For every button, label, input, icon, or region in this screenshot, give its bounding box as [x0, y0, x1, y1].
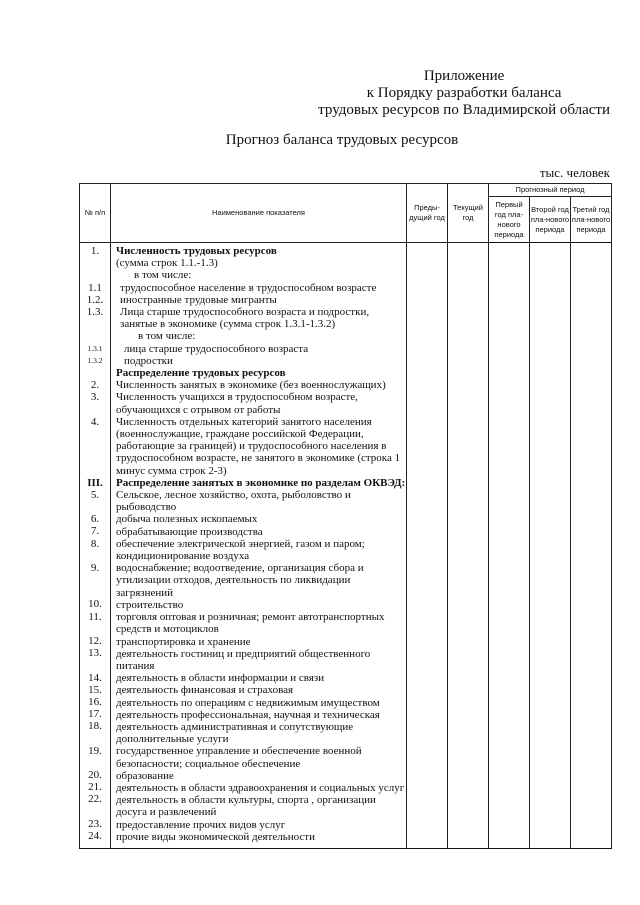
indicator-name: Распределение занятых в экономике по разделам ОКВЭД: — [116, 476, 406, 489]
row-number: III. — [87, 476, 103, 489]
labor-balance-table — [79, 183, 612, 849]
indicator-name: обучающихся с отрывом от работы — [116, 403, 281, 416]
row-numbers-column — [80, 243, 111, 849]
row-number — [80, 257, 110, 269]
indicator-name: транспортировка и хранение — [116, 635, 251, 648]
appendix-line: Приложение — [423, 68, 505, 84]
row-number — [80, 501, 110, 513]
col-header-prev-year: Преды-дущий год — [407, 184, 448, 243]
row-number: 23. — [88, 817, 102, 830]
indicator-name: деятельность по операциям с недвижимым имуществом — [116, 696, 380, 709]
indicator-name: Численность трудовых ресурсов — [116, 245, 277, 257]
row-number — [80, 269, 110, 281]
row-number: 12. — [88, 635, 102, 647]
indicator-name: деятельность финансовая и страховая — [116, 684, 294, 697]
indicator-name: Численность занятых в экономике (без военнослужащих) — [116, 379, 386, 392]
appendix-line: к Порядку разработки баланса — [366, 85, 562, 101]
row-number — [80, 403, 110, 415]
units-label: тыс. человек — [539, 165, 610, 180]
row-number: 22. — [88, 793, 102, 806]
row-number — [80, 440, 110, 452]
indicator-name: деятельность в области культуры, спорта , организации — [116, 794, 376, 807]
current-year-values[interactable] — [448, 243, 489, 849]
forecast-1-values[interactable] — [489, 243, 530, 849]
row-number: 13. — [88, 647, 102, 660]
indicator-name: в том числе: — [138, 330, 196, 343]
indicator-name: трудоспособное население в трудоспособном возрасте — [120, 281, 377, 294]
indicator-name: водоснабжение; водоотведение, организация сбора и — [116, 562, 364, 575]
page-title — [0, 132, 640, 149]
row-number: 10. — [88, 598, 102, 611]
indicator-name: обрабатывающие производства — [116, 525, 263, 538]
indicator-name: деятельность профессиональная, научная и техническая — [116, 708, 380, 721]
page-title-text: Прогноз баланса трудовых ресурсов — [225, 132, 459, 148]
row-number: 19. — [88, 744, 102, 757]
col-header-forecast-group: Прогнозный период — [489, 184, 612, 197]
indicator-name: Лица старше трудоспособного возраста и подростки, — [120, 306, 370, 319]
row-number: 3. — [90, 391, 100, 404]
row-number — [80, 367, 110, 379]
row-number: 1.2. — [86, 293, 104, 306]
indicator-names-column — [111, 243, 407, 849]
indicator-name: Сельское, лесное хозяйство, охота, рыболовство и — [116, 489, 351, 502]
row-number: 1.1 — [88, 281, 102, 294]
indicator-name: деятельность гостиниц и предприятий общественного — [116, 647, 371, 660]
indicator-name: предоставление прочих видов услуг — [116, 818, 286, 831]
indicator-name: безопасности; социальное обеспечение — [116, 757, 301, 770]
indicator-name: деятельность административная и сопутствующие — [116, 720, 354, 733]
row-number: 14. — [88, 671, 102, 684]
forecast-3-values[interactable] — [571, 243, 612, 849]
indicator-name: Численность учащихся в трудоспособном возрасте, — [116, 391, 358, 404]
row-number: 21. — [88, 781, 102, 794]
indicator-name: в том числе: — [134, 269, 192, 282]
indicator-name: минус сумма строк 2-3) — [116, 464, 227, 477]
indicator-name: питания — [116, 659, 155, 672]
col-header-forecast-3: Третий год пла-нового периода — [571, 197, 612, 243]
row-number: 16. — [88, 695, 102, 708]
col-header-forecast-2: Второй год пла-нового периода — [530, 197, 571, 243]
row-number: 7. — [90, 525, 100, 538]
indicator-name: (военнослужащие, граждане российской Федерации, — [116, 428, 364, 441]
forecast-2-values[interactable] — [530, 243, 571, 849]
indicator-name: прочие виды экономической деятельности — [116, 830, 315, 843]
indicator-name: Распределение трудовых ресурсов — [116, 367, 286, 380]
row-number — [80, 464, 110, 476]
prev-year-values[interactable] — [407, 243, 448, 849]
indicator-name: досуга и развлечений — [116, 806, 217, 819]
col-header-forecast-1: Первый год пла-нового периода — [489, 197, 530, 243]
indicator-name: торговля оптовая и розничная; ремонт автотранспортных — [116, 611, 385, 624]
row-number — [80, 586, 110, 598]
row-number: 20. — [88, 769, 102, 782]
indicator-name: деятельность в области здравоохранения и социальных услуг — [116, 781, 405, 794]
indicator-name: государственное управление и обеспечение военной — [116, 745, 362, 758]
row-number: 2. — [90, 379, 100, 392]
row-number: 17. — [88, 708, 102, 721]
row-number: 1.3. — [86, 305, 104, 318]
col-header-num: № п/п — [80, 184, 111, 243]
indicator-name: обеспечение электрической энергией, газом и паром; — [116, 537, 365, 550]
indicator-name: кондиционирование воздуха — [116, 550, 250, 563]
row-number — [80, 550, 110, 562]
indicator-name: трудоспособном возрасте, не занятого в экономике (строка 1 — [116, 452, 401, 465]
row-number — [80, 452, 110, 464]
row-number: 24. — [88, 830, 102, 842]
indicator-name: утилизации отходов, деятельность по ликвидации — [116, 574, 351, 587]
indicator-name: загрязнений — [116, 586, 174, 599]
row-number — [80, 330, 110, 342]
row-number — [80, 806, 110, 818]
row-number — [80, 757, 110, 769]
indicator-name: строительство — [116, 598, 184, 611]
row-number — [80, 318, 110, 330]
row-number — [80, 733, 110, 745]
col-header-current-year: Текущий год — [448, 184, 489, 243]
indicator-name: иностранные трудовые мигранты — [120, 293, 277, 306]
row-number — [80, 428, 110, 440]
appendix-line: трудовых ресурсов по Владимирской области — [318, 102, 610, 118]
row-number: 11. — [88, 610, 102, 623]
row-number: 9. — [90, 561, 100, 574]
indicator-name: добыча полезных ископаемых — [116, 513, 258, 526]
indicator-name: Численность отдельных категорий занятого населения — [116, 415, 372, 428]
indicator-name: подростки — [124, 354, 173, 367]
indicator-name: (сумма строк 1.1.-1.3) — [116, 257, 218, 270]
row-number — [80, 659, 110, 671]
row-number: 1.3.2 — [87, 355, 103, 365]
row-number — [80, 574, 110, 586]
appendix-heading — [318, 68, 610, 119]
row-number: 1. — [90, 245, 100, 257]
indicator-name: деятельность в области информации и связи — [116, 672, 325, 685]
row-number: 8. — [90, 537, 100, 550]
indicator-name: дополнительные услуги — [116, 733, 229, 746]
indicator-name: образование — [116, 769, 174, 782]
row-number: 1.3.1 — [87, 343, 103, 353]
row-number: 15. — [88, 683, 102, 696]
row-number — [80, 623, 110, 635]
row-number: 18. — [88, 720, 102, 733]
row-number: 4. — [90, 415, 100, 428]
row-number: 5. — [90, 488, 100, 501]
indicator-name: рыбоводство — [116, 501, 177, 514]
row-number: 6. — [90, 513, 100, 526]
indicator-name: работающие за границей) и трудоспособного населения в — [116, 440, 387, 453]
indicator-name: средств и мотоциклов — [116, 623, 219, 636]
indicator-name: лица старше трудоспособного возраста — [124, 342, 309, 355]
col-header-name: Наименование показателя — [111, 184, 407, 243]
indicator-name: занятые в экономике (сумма строк 1.3.1-1.3.2) — [120, 318, 336, 331]
